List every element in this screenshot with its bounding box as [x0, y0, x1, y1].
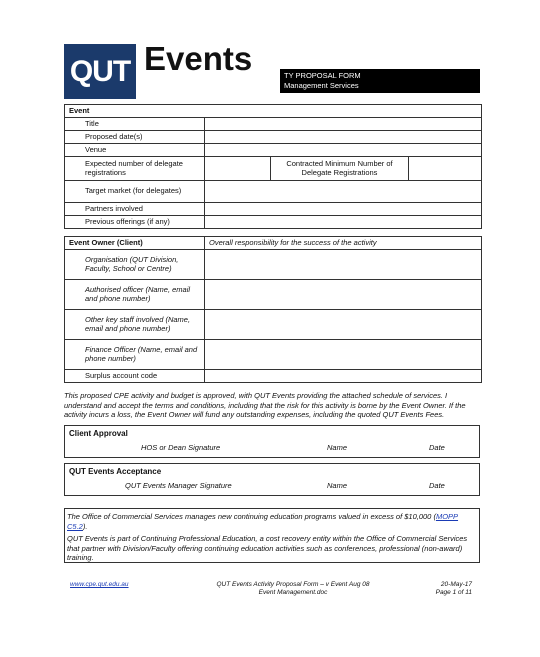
hos-signature-label: HOS or Dean Signature — [141, 443, 221, 452]
note-ocs: The Office of Commercial Services manages new continuing education programs valued in excess of $10,000 (MOPP C5.2). — [67, 512, 459, 531]
client-approval-box — [64, 425, 480, 458]
event-header: Event — [65, 105, 482, 118]
event-title-label: Title — [65, 118, 205, 131]
notes-box — [64, 508, 480, 563]
authorised-officer-field[interactable] — [205, 280, 482, 310]
expected-registrations-field[interactable] — [205, 157, 271, 181]
owner-header-note: Overall responsibility for the success of the activity — [205, 237, 482, 250]
organisation-label: Organisation (QUT Division, Faculty, School or Centre) — [65, 250, 205, 280]
client-date-label: Date — [429, 443, 445, 452]
organisation-field[interactable] — [205, 250, 482, 280]
proposed-dates-field[interactable] — [205, 131, 482, 144]
footer-doc-info — [198, 581, 388, 597]
owner-table — [64, 236, 482, 383]
venue-field[interactable] — [205, 144, 482, 157]
qut-date-label: Date — [429, 481, 445, 490]
footer-page: Page 1 of 11 — [435, 589, 472, 596]
surplus-account-label: Surplus account code — [65, 370, 205, 383]
footer-doc-line1: QUT Events Activity Proposal Form – v Event Aug 08 — [216, 581, 370, 588]
form-subtitle: Management Services — [284, 81, 359, 90]
previous-offerings-field[interactable] — [205, 216, 482, 229]
target-market-label: Target market (for delegates) — [65, 181, 205, 203]
target-market-field[interactable] — [205, 181, 482, 203]
authorised-officer-label: Authorised officer (Name, email and phone number) — [65, 280, 205, 310]
owner-header: Event Owner (Client) — [65, 237, 205, 250]
surplus-account-field[interactable] — [205, 370, 482, 383]
event-table — [64, 104, 482, 229]
key-staff-field[interactable] — [205, 310, 482, 340]
footer-doc-line2: Event Management.doc — [258, 589, 328, 596]
key-staff-label: Other key staff involved (Name, email and phone number) — [65, 310, 205, 340]
proposed-dates-label: Proposed date(s) — [65, 131, 205, 144]
previous-offerings-label: Previous offerings (if any) — [65, 216, 205, 229]
footer-page-info — [410, 581, 472, 597]
expected-registrations-label: Expected number of delegate registrations — [65, 157, 205, 181]
footer-date: 20-May-17 — [440, 581, 472, 588]
qut-acceptance-title: QUT Events Acceptance — [69, 467, 162, 476]
finance-officer-field[interactable] — [205, 340, 482, 370]
logo-events-word: Events — [144, 40, 253, 77]
contracted-minimum-field[interactable] — [409, 157, 482, 181]
form-title-bar — [280, 69, 480, 93]
form-title: TY PROPOSAL FORM — [284, 71, 361, 80]
client-approval-title: Client Approval — [69, 429, 128, 438]
partners-label: Partners involved — [65, 203, 205, 216]
footer-url[interactable]: www.cpe.qut.edu.au — [70, 581, 129, 588]
note-cpe: QUT Events is part of Continuing Professional Education, a cost recovery entity within the Office of Commercial Services that partner with Division/Faculty offering continuing education activities such as conferences, professional (non-award) training. — [67, 534, 468, 562]
mopp-link[interactable]: MOPP C5.2 — [67, 512, 459, 531]
finance-officer-label: Finance Officer (Name, email and phone number) — [65, 340, 205, 370]
partners-field[interactable] — [205, 203, 482, 216]
client-name-label: Name — [327, 443, 348, 452]
qut-name-label: Name — [327, 481, 348, 490]
approval-paragraph: This proposed CPE activity and budget is approved, with QUT Events providing the attached schedule of services. I understand and accept the terms and conditions, including that the risk for this activity is borne by the Event Owner. If the activity incurs a loss, the Event Owner will fund any outstanding expenses, including the quoted QUT Events Fees. — [64, 391, 466, 419]
qut-acceptance-box — [64, 463, 480, 496]
qut-logo: QUT — [64, 44, 136, 99]
event-title-field[interactable] — [205, 118, 482, 131]
venue-label: Venue — [65, 144, 205, 157]
contracted-minimum-label: Contracted Minimum Number of Delegate Registrations — [271, 157, 409, 181]
manager-signature-label: QUT Events Manager Signature — [125, 481, 232, 490]
